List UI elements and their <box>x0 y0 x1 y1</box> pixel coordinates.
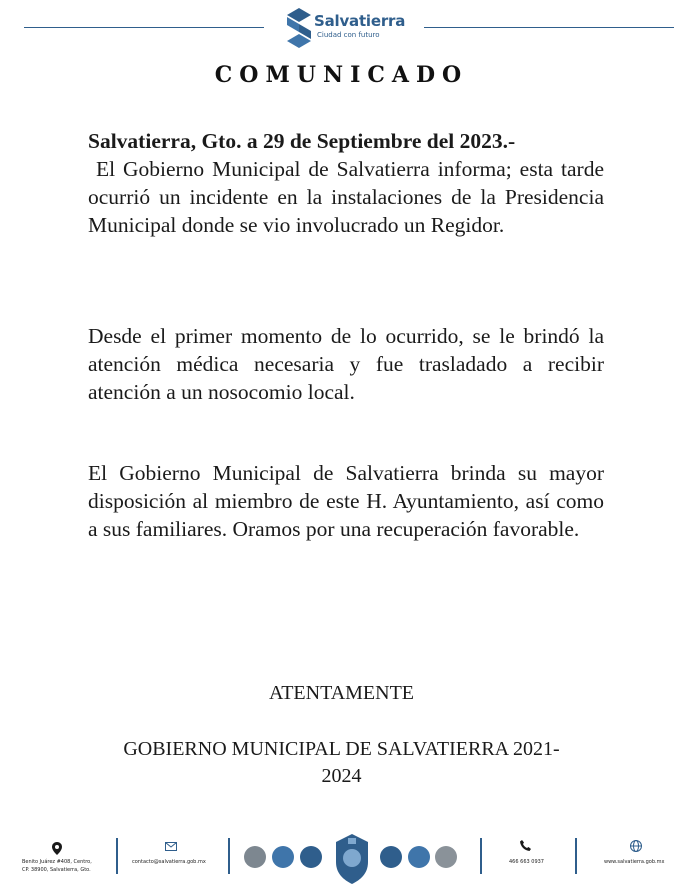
mail-icon <box>165 842 177 851</box>
footer-divider <box>228 838 230 874</box>
paragraph-1-text: El Gobierno Municipal de Salvatierra informa; esta tarde ocurrió un incidente en la instalaciones de la Presidencia Municipal donde se vio involucrado un Regidor. <box>88 157 604 237</box>
brand-name: Salvatierra <box>314 12 406 30</box>
address <box>22 858 112 874</box>
phone-number: 466 663 0937 <box>509 859 544 865</box>
footer-divider <box>575 838 577 874</box>
globe-icon <box>630 840 642 852</box>
paragraph-2: Desde el primer momento de lo ocurrido, se le brindó la atención médica necesaria y fue trasladado a recibir atención a un nosocomio local. <box>88 324 604 404</box>
salvatierra-logo-mark-icon <box>286 8 312 48</box>
paragraph-3: El Gobierno Municipal de Salvatierra brinda su mayor disposición al miembro de este H. Ayuntamiento, así como a sus familiares. Oramos por una recuperación favorable. <box>88 461 604 541</box>
community-badge-icon <box>380 846 402 868</box>
footer-divider <box>116 838 118 874</box>
dateline: Salvatierra, Gto. a 29 de Septiembre del 2023.- <box>88 129 516 153</box>
community-badge-icon <box>408 846 430 868</box>
email-link[interactable]: contacto@salvatierra.gob.mx <box>132 859 206 865</box>
address-line-1: Benito Juárez #408, Centro, <box>22 859 92 865</box>
municipal-crest-icon <box>332 832 372 884</box>
community-badge-icon <box>272 846 294 868</box>
signature-organization <box>0 736 683 790</box>
community-badge-icon <box>244 846 266 868</box>
address-line-2: CP. 38900, Salvatierra, Gto. <box>22 867 91 873</box>
signature-org-line-1: GOBIERNO MUNICIPAL DE SALVATIERRA 2021- <box>123 738 560 760</box>
signature-org-line-2: 2024 <box>321 765 362 787</box>
closing-atentamente: ATENTAMENTE <box>268 682 415 704</box>
header-rule-left <box>24 27 264 28</box>
document-title: COMUNICADO <box>214 62 469 88</box>
footer-divider <box>480 838 482 874</box>
brand-tagline: Ciudad con futuro <box>317 31 380 39</box>
header-rule-right <box>424 27 674 28</box>
footer <box>0 828 683 888</box>
salvatierra-logo <box>286 6 406 50</box>
location-pin-icon <box>52 842 62 855</box>
community-badge-icon <box>300 846 322 868</box>
community-badge-icon <box>435 846 457 868</box>
paragraph-1 <box>88 127 604 239</box>
phone-icon <box>520 840 531 851</box>
website-link[interactable]: www.salvatierra.gob.mx <box>604 859 665 865</box>
